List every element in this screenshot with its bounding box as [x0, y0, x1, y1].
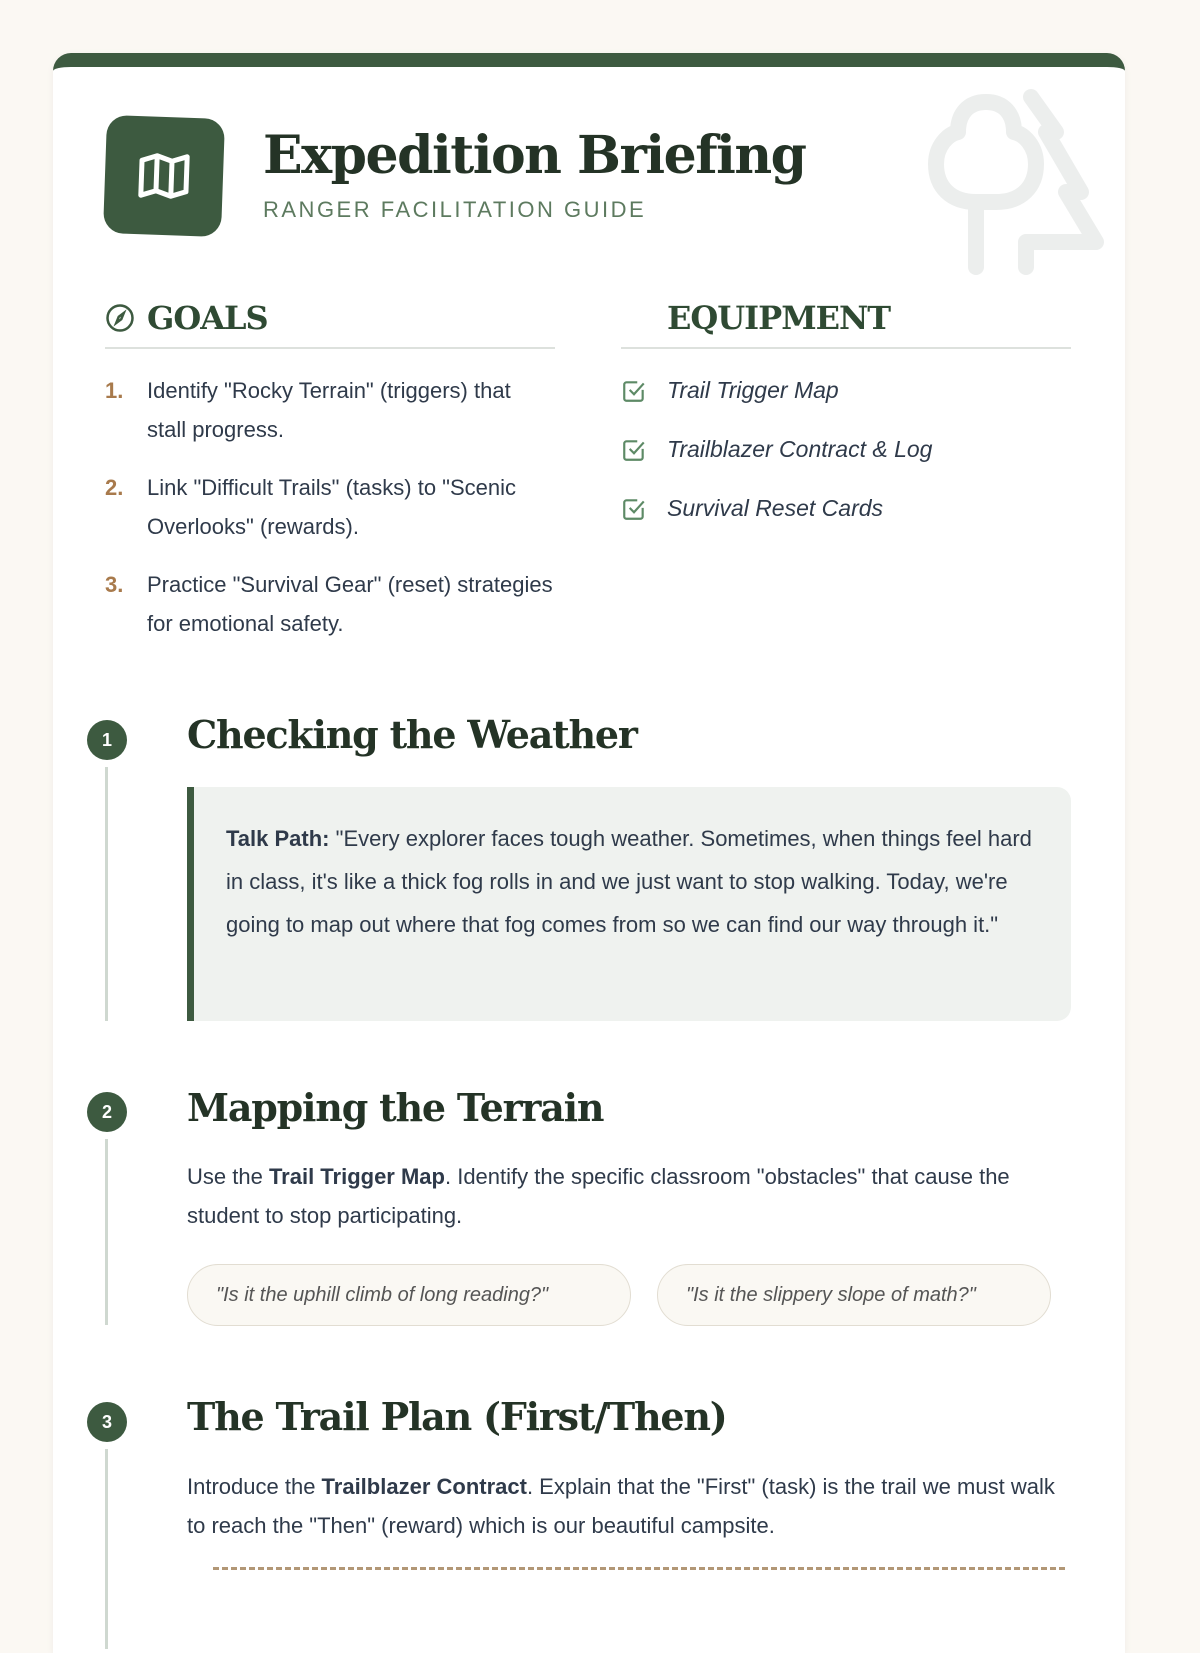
text: Introduce the [187, 1474, 322, 1499]
briefing-card [53, 53, 1125, 1653]
equipment-label: Trailblazer Contract & Log [667, 436, 933, 462]
text: Use the [187, 1164, 269, 1189]
goal-item [105, 468, 555, 546]
map-icon [133, 145, 195, 207]
talk-path-label: Talk Path: [226, 826, 330, 851]
goals-section [105, 289, 555, 643]
step-number-badge: 2 [87, 1092, 127, 1132]
step-description [187, 1157, 1077, 1235]
goal-text: Practice "Survival Gear" (reset) strategies for emotional safety. [147, 572, 553, 636]
timeline-line [105, 1449, 108, 1649]
equipment-label: Trail Trigger Map [667, 377, 839, 403]
trees-icon [921, 87, 1121, 277]
equipment-item [621, 489, 1071, 528]
text: . Explain that the "First" (task) is the trail we must walk to reach the "Then" (reward) which is our beautiful campsite. [187, 1474, 1055, 1538]
step-title: Mapping the Terrain [187, 1085, 604, 1130]
goal-number: 1. [105, 378, 124, 403]
equipment-heading: EQUIPMENT [667, 299, 891, 337]
goal-text: Link "Difficult Trails" (tasks) to "Scenic Overlooks" (rewards). [147, 475, 517, 539]
talk-path-text: "Every explorer faces tough weather. Sometimes, when things feel hard in class, it's like a thick fog rolls in and we just want to stop walking. Today, we're going to map out where that fog comes from so we can find our way through it." [226, 826, 1032, 937]
equipment-item [621, 371, 1071, 410]
text: . Identify the specific classroom "obstacles" that cause the student to stop participating. [187, 1164, 1010, 1228]
page-subtitle: RANGER FACILITATION GUIDE [263, 197, 647, 222]
goals-heading: GOALS [147, 299, 268, 337]
bold-term: Trailblazer Contract [321, 1474, 527, 1499]
map-logo [103, 115, 225, 237]
checkbox-checked-icon [621, 496, 647, 522]
step-title: Checking the Weather [187, 712, 637, 757]
checkbox-checked-icon [621, 378, 647, 404]
step-description [187, 1467, 1077, 1545]
step-number-badge: 3 [87, 1402, 127, 1442]
timeline-line [105, 1139, 108, 1325]
goal-item [105, 371, 555, 449]
goal-text: Identify "Rocky Terrain" (triggers) that stall progress. [147, 378, 511, 442]
step-number-badge: 1 [87, 720, 127, 760]
equipment-section [621, 289, 1071, 528]
talk-path-callout [187, 787, 1071, 1021]
compass-icon [105, 303, 135, 333]
dashed-divider [213, 1567, 1065, 1570]
prompt-chip: "Is it the slippery slope of math?" [657, 1264, 1051, 1326]
page-title: Expedition Briefing [263, 125, 806, 186]
checkbox-checked-icon [621, 437, 647, 463]
prompt-chip: "Is it the uphill climb of long reading?" [187, 1264, 631, 1326]
goal-number: 2. [105, 475, 124, 500]
goal-item [105, 565, 555, 643]
equipment-label: Survival Reset Cards [667, 495, 884, 521]
equipment-item [621, 430, 1071, 469]
timeline-line [105, 767, 108, 1021]
step-title: The Trail Plan (First/Then) [187, 1394, 727, 1439]
bold-term: Trail Trigger Map [268, 1164, 445, 1189]
goal-number: 3. [105, 572, 124, 597]
